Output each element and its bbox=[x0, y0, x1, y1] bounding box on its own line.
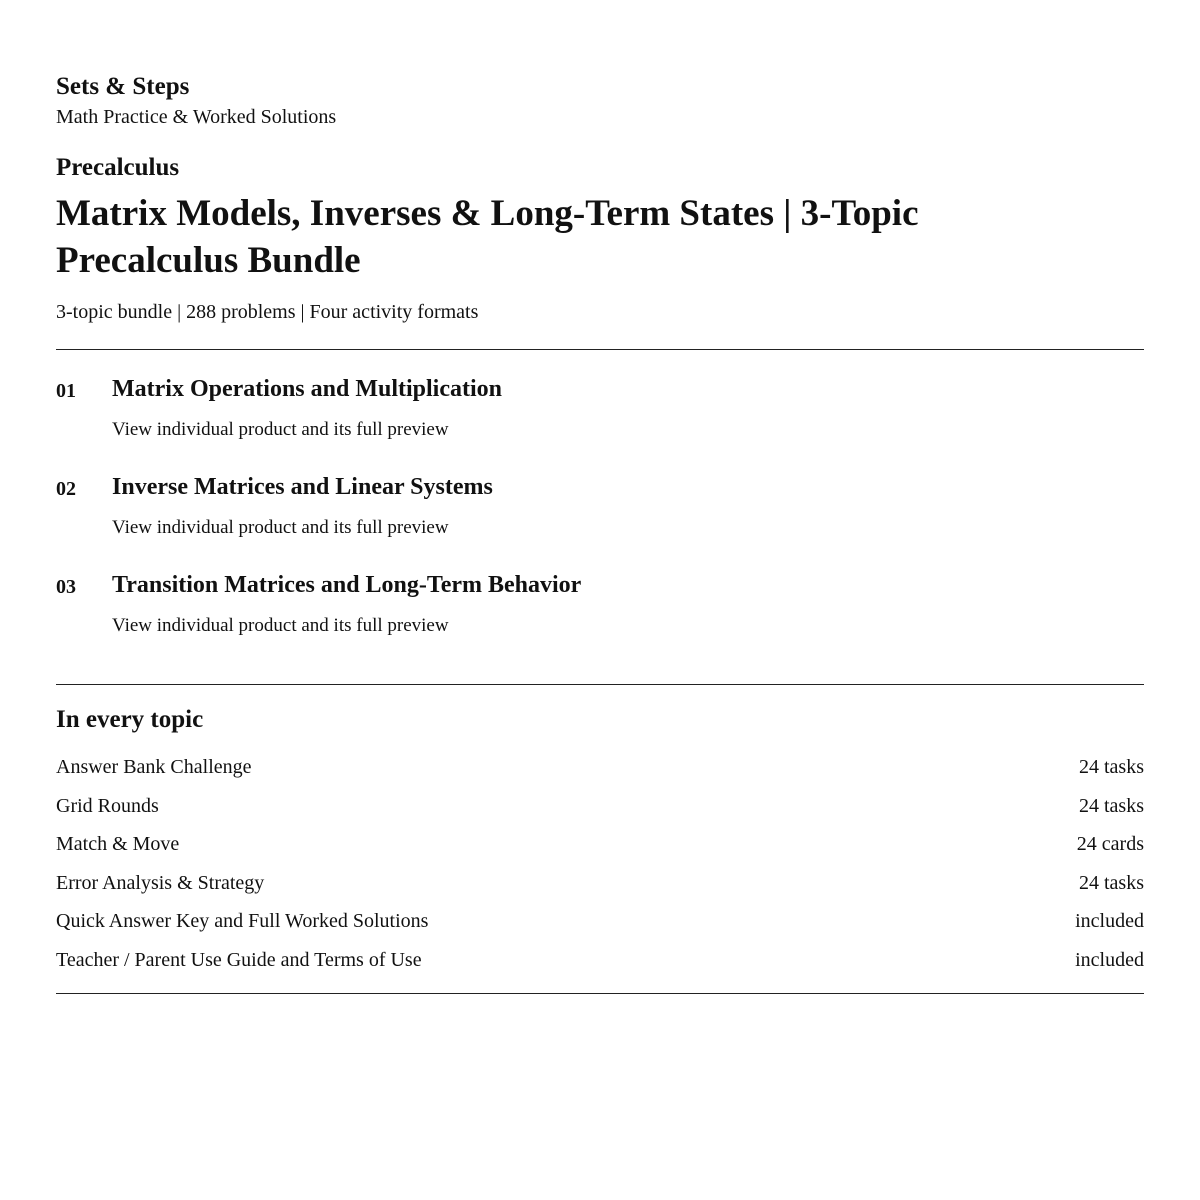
include-label: Teacher / Parent Use Guide and Terms of Use bbox=[56, 948, 422, 971]
subject-label: Precalculus bbox=[56, 154, 180, 181]
divider bbox=[56, 993, 1144, 994]
brand-header bbox=[56, 72, 336, 130]
product-meta: 3-topic bundle | 288 problems | Four activity formats bbox=[56, 301, 479, 323]
include-value: 24 tasks bbox=[1079, 871, 1144, 894]
topic-item bbox=[56, 472, 1144, 570]
includes-heading: In every topic bbox=[56, 706, 204, 733]
view-product-link[interactable]: View individual product and its full preview bbox=[112, 419, 449, 440]
brand-name: Sets & Steps bbox=[56, 73, 190, 100]
include-row bbox=[56, 750, 1144, 789]
topic-item bbox=[56, 570, 1144, 668]
include-label: Error Analysis & Strategy bbox=[56, 871, 265, 894]
include-value: 24 cards bbox=[1076, 833, 1144, 856]
includes-list bbox=[56, 750, 1144, 982]
include-value: included bbox=[1075, 948, 1144, 971]
include-label: Answer Bank Challenge bbox=[56, 756, 252, 778]
topic-number: 03 bbox=[56, 576, 76, 598]
divider bbox=[56, 349, 1144, 350]
product-heading bbox=[56, 153, 1056, 284]
include-value: 24 tasks bbox=[1079, 756, 1144, 778]
include-value: included bbox=[1075, 910, 1144, 933]
topic-title: Matrix Operations and Multiplication bbox=[112, 376, 502, 402]
topic-list bbox=[56, 374, 1144, 668]
view-product-link[interactable]: View individual product and its full preview bbox=[112, 615, 449, 636]
include-value: 24 tasks bbox=[1079, 794, 1144, 817]
divider bbox=[56, 684, 1144, 685]
page-title: Matrix Models, Inverses & Long-Term States | 3-Topic Precalculus Bundle bbox=[56, 193, 919, 281]
topic-number: 01 bbox=[56, 380, 76, 402]
topic-title: Transition Matrices and Long-Term Behavior bbox=[112, 572, 582, 598]
topic-number: 02 bbox=[56, 478, 76, 500]
topic-title: Inverse Matrices and Linear Systems bbox=[112, 474, 493, 500]
include-row bbox=[56, 827, 1144, 866]
include-row bbox=[56, 866, 1144, 905]
include-row bbox=[56, 943, 1144, 982]
include-label: Quick Answer Key and Full Worked Solutions bbox=[56, 910, 429, 933]
include-label: Match & Move bbox=[56, 833, 180, 856]
include-label: Grid Rounds bbox=[56, 794, 159, 817]
include-row bbox=[56, 789, 1144, 828]
brand-tagline: Math Practice & Worked Solutions bbox=[56, 106, 337, 128]
view-product-link[interactable]: View individual product and its full preview bbox=[112, 517, 449, 538]
include-row bbox=[56, 904, 1144, 943]
topic-item bbox=[56, 374, 1144, 472]
